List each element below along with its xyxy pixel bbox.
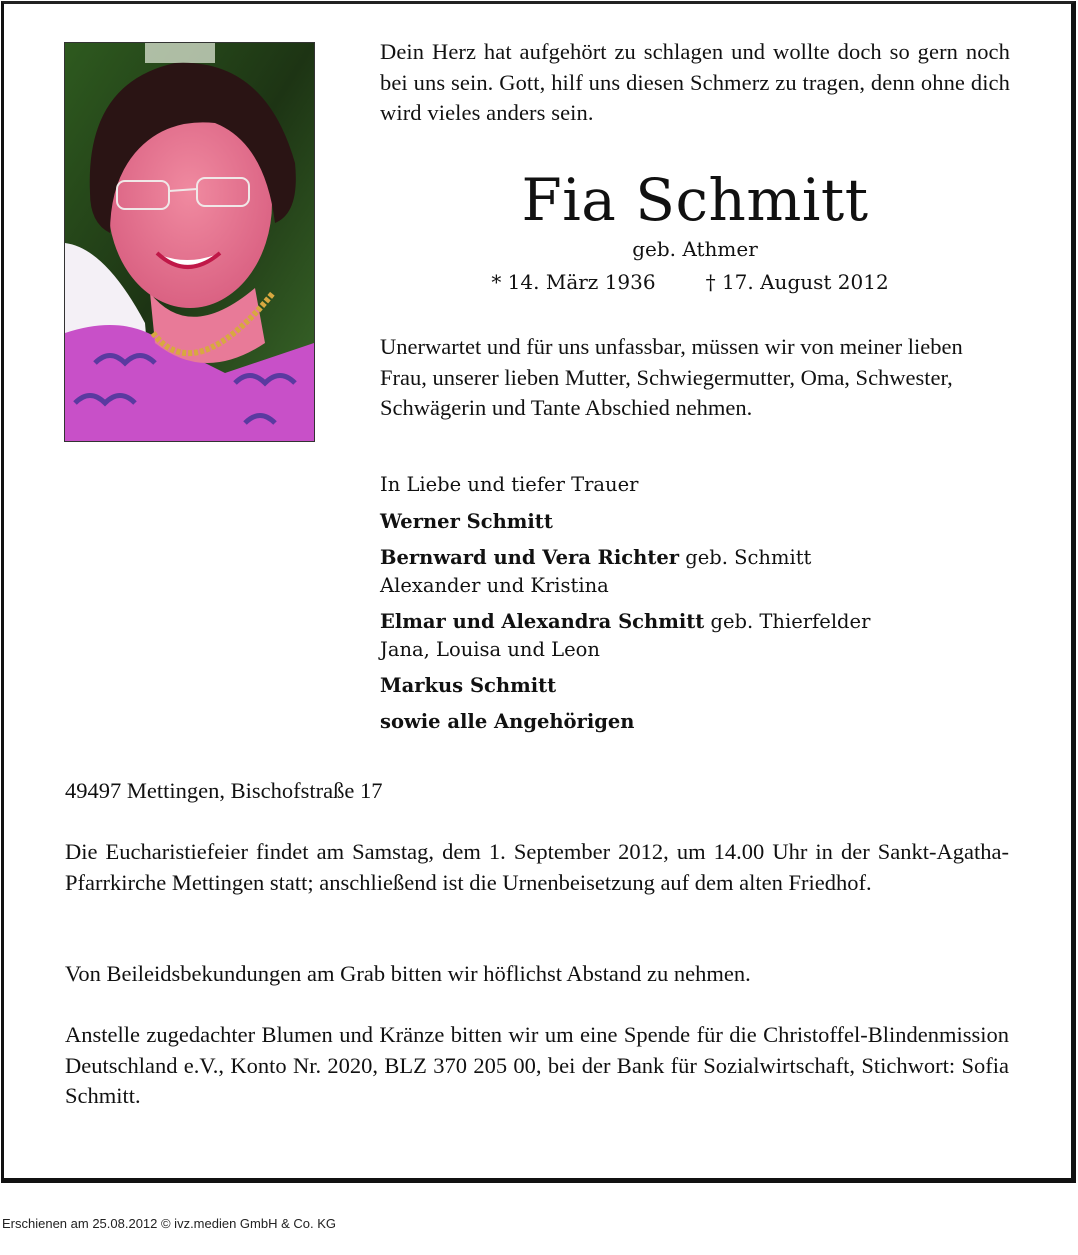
mourner-children: Alexander und Kristina — [380, 574, 609, 597]
mourner-group — [380, 543, 1010, 601]
verse: Dein Herz hat aufgehört zu schlagen und wollte doch so gern noch bei uns sein. Gott, hilf uns diesen Schmerz zu tragen, denn ohne dich wird vieles anders sein. — [380, 39, 1010, 125]
birth-date: * 14. März 1936 — [491, 270, 656, 294]
mourner-name: Werner Schmitt — [380, 510, 553, 533]
mourners-intro: In Liebe und tiefer Trauer — [380, 473, 639, 496]
portrait-photo — [64, 42, 315, 442]
mourner-suffix: geb. Thierfelder — [704, 610, 871, 633]
announcement: Unerwartet und für uns unfassbar, müssen wir von meiner lieben Frau, unserer lieben Mutter, Schwiegermutter, Oma, Schwester, Schwägerin und Tante Abschied nehmen. — [380, 334, 963, 420]
address: 49497 Mettingen, Bischofstraße 17 — [65, 778, 383, 803]
mourner-name: Elmar und Alexandra Schmitt — [380, 610, 705, 633]
publication-credit: Erschienen am 25.08.2012 © ivz.medien GmbH & Co. KG — [2, 1216, 337, 1231]
condolences-note: Von Beileidsbekundungen am Grab bitten wir höflichst Abstand zu nehmen. — [65, 961, 751, 986]
mourner-name: Markus Schmitt — [380, 674, 557, 697]
death-date: † 17. August 2012 — [705, 270, 889, 294]
deceased-name: Fia Schmitt — [521, 166, 869, 234]
maiden-name: geb. Athmer — [632, 237, 758, 261]
mourner-name: sowie alle Angehörigen — [380, 710, 635, 733]
mourner-children: Jana, Louisa und Leon — [380, 638, 600, 661]
donation-info: Anstelle zugedachter Blumen und Kränze bitten wir um eine Spende für die Christoffel-Blindenmission Deutschland e.V., Konto Nr. 2020, BLZ 370 205 00, bei der Bank für Sozialwirtschaft, Stichwort: Sofia Schmitt. — [65, 1022, 1009, 1108]
mourner-group — [380, 671, 1010, 701]
life-dates — [370, 269, 1010, 295]
mourner-group — [380, 707, 1010, 737]
mourner-suffix: geb. Schmitt — [679, 546, 812, 569]
mourner-group — [380, 607, 1010, 665]
mass-info: Die Eucharistiefeier findet am Samstag, dem 1. September 2012, um 14.00 Uhr in der Sankt-Agatha-Pfarrkirche Mettingen statt; anschließend ist die Urnenbeisetzung auf dem alten Friedhof. — [65, 839, 1009, 895]
mourners-list — [380, 470, 1010, 743]
portrait-photo-icon — [65, 43, 314, 441]
mourner-name: Bernward und Vera Richter — [380, 546, 680, 569]
mourner-group — [380, 507, 1010, 537]
deceased-header — [380, 160, 1010, 295]
